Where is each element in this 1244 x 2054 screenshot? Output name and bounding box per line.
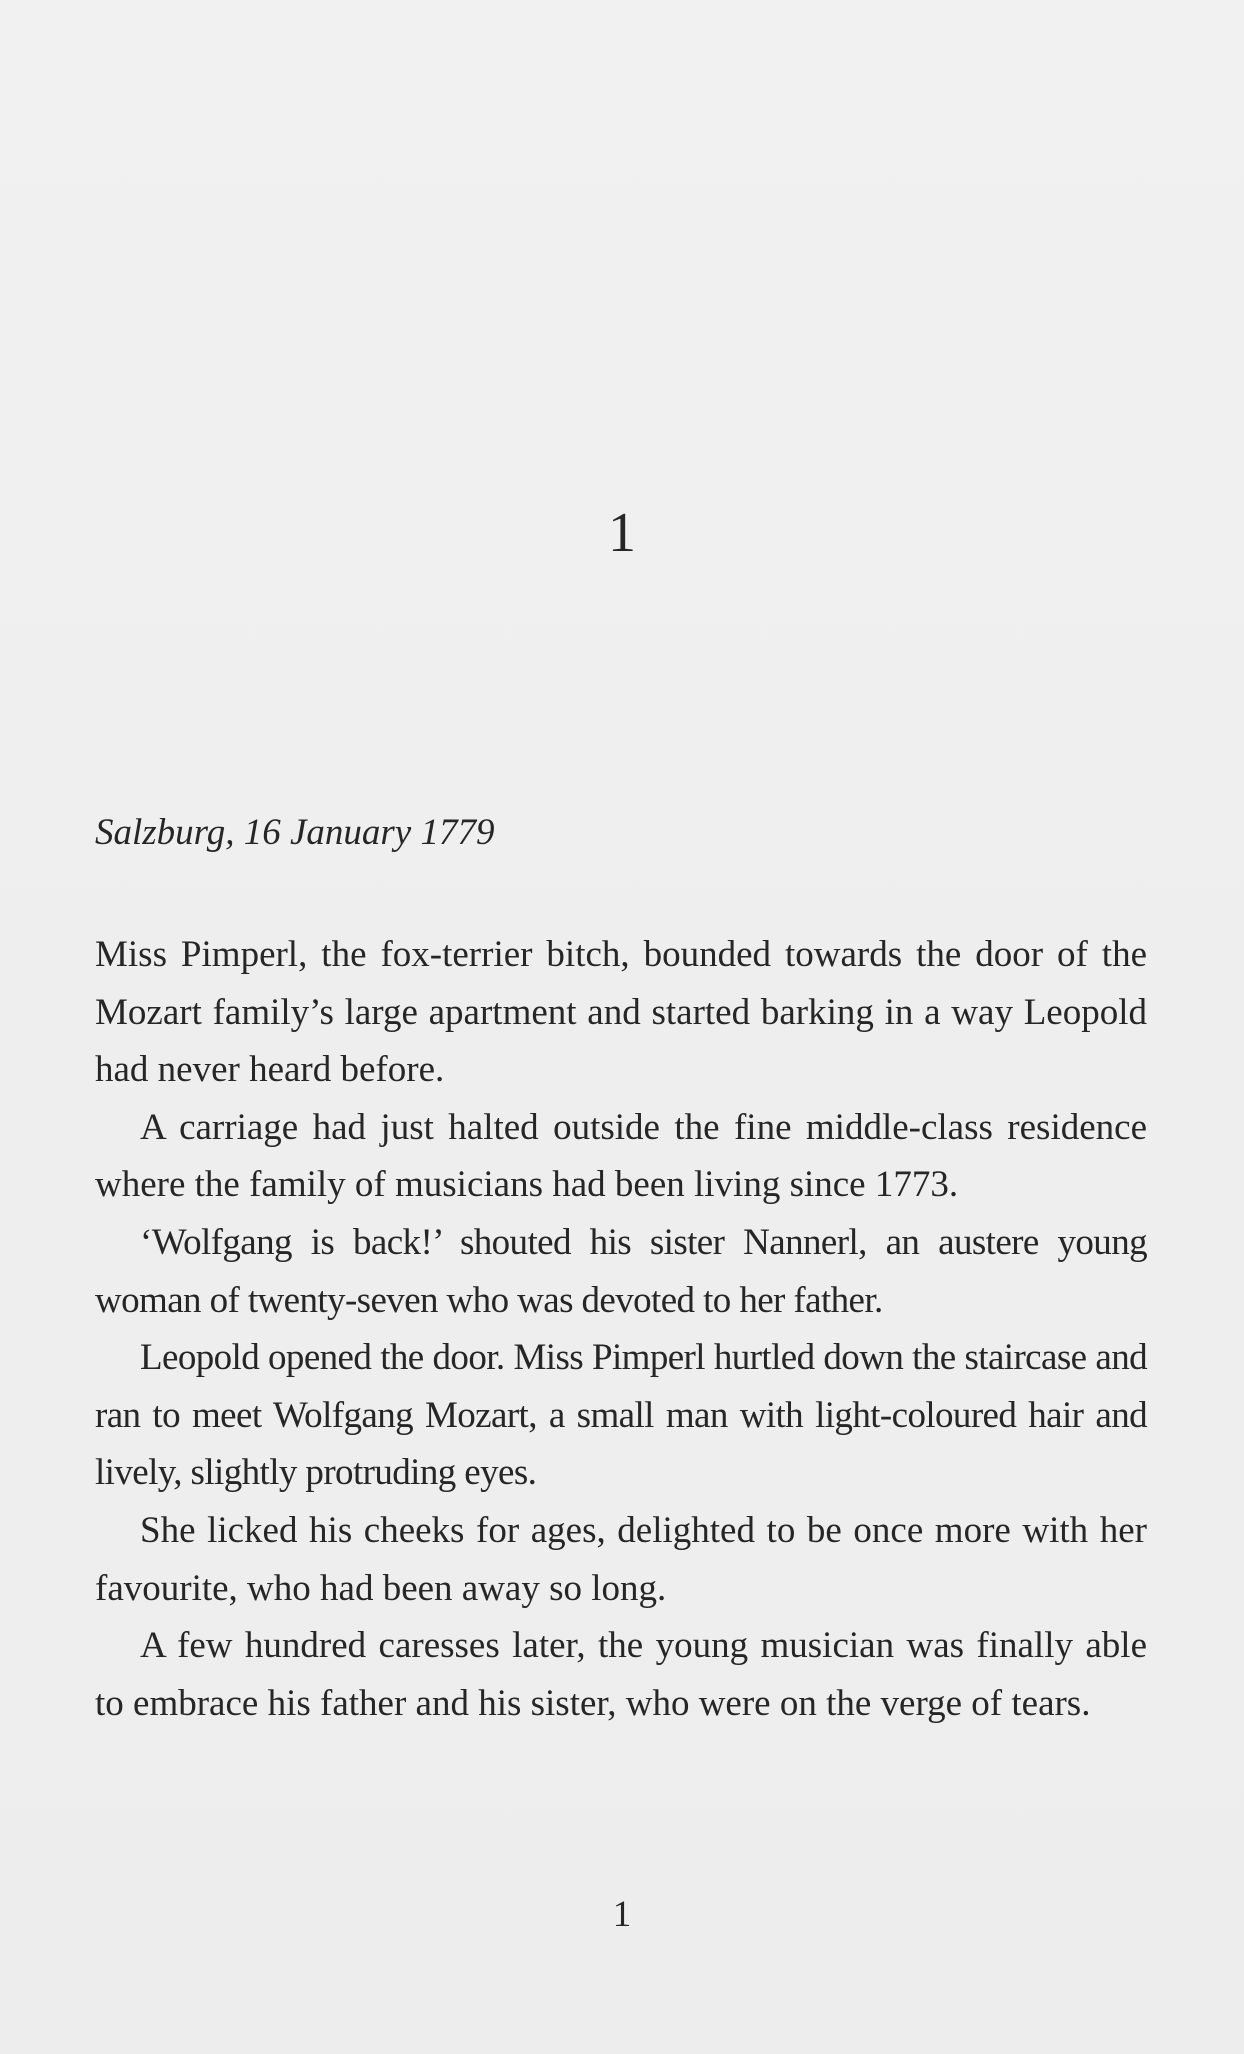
page-number: 1 [612, 1894, 632, 1935]
paragraph: ‘Wolfgang is back!’ shouted his sister Nannerl, an austere young woman of twenty-seven who was devoted to her father. [95, 1221, 1147, 1321]
dateline: Salzburg, 16 January 1779 [95, 812, 495, 853]
paragraph: Miss Pimperl, the fox-terrier bitch, bounded towards the door of the Mozart family’s large apartment and started barking in a way Leopold had never heard before. [95, 934, 1147, 1091]
paragraph: She licked his cheeks for ages, delighted to be once more with her favourite, who had been away so long. [95, 1509, 1147, 1609]
body-text [95, 926, 1147, 1732]
chapter-number: 1 [608, 502, 636, 564]
paragraph: A carriage had just halted outside the fine middle-class residence where the family of musicians had been living since 1773. [95, 1106, 1147, 1206]
paragraph: A few hundred caresses later, the young musician was finally able to embrace his father and his sister, who were on the verge of tears. [95, 1625, 1147, 1724]
paragraph: Leopold opened the door. Miss Pimperl hurtled down the staircase and ran to meet Wolfgang Mozart, a small man with light-coloured hair and lively, slightly protruding eyes. [95, 1337, 1147, 1494]
